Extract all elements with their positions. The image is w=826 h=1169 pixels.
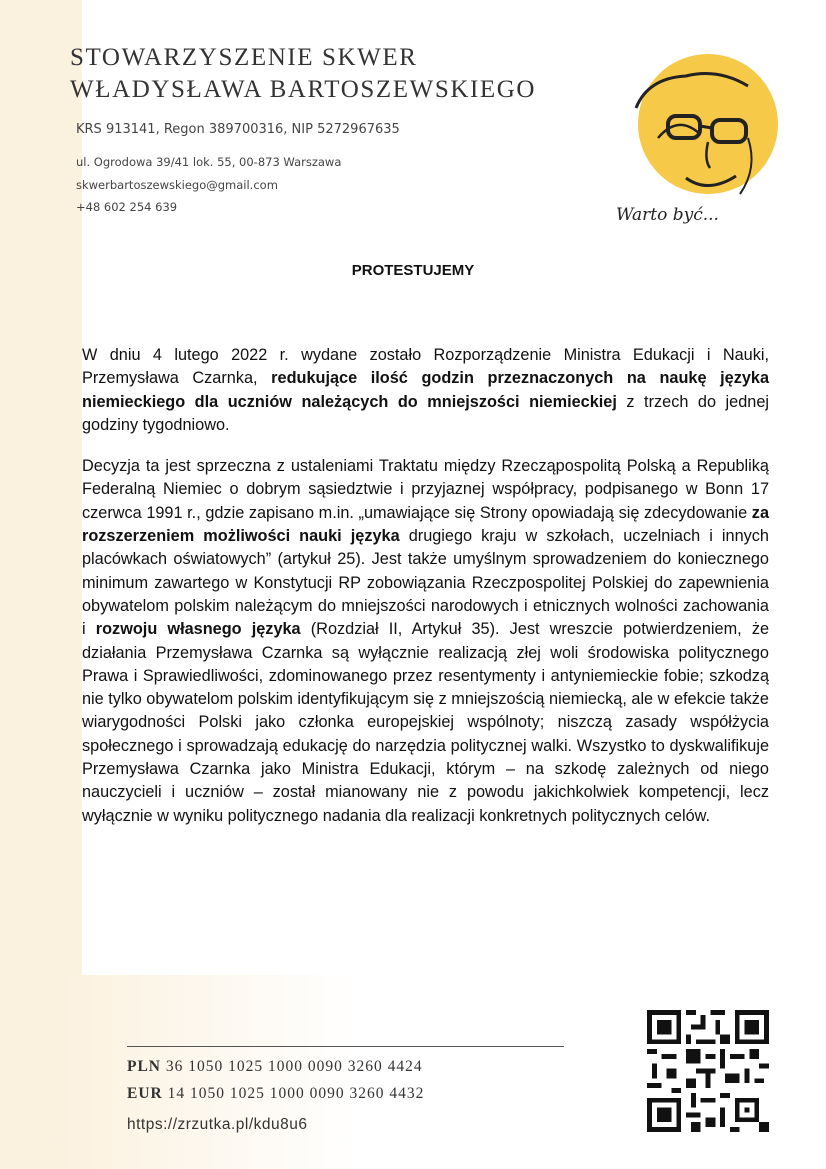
emphasis-text: rozwoju własnego języka (95, 620, 301, 639)
emphasis-text: za rozszerzeniem możliwości nauki języka (82, 503, 769, 546)
org-name (70, 42, 536, 106)
org-name-line1: STOWARZYSZENIE SKWER (70, 44, 418, 71)
bank-account-pln: PLN 36 1050 1025 1000 0090 3260 4424 (127, 1058, 423, 1075)
logo-caption: Warto być... (616, 205, 719, 225)
emphasis-text: redukujące ilość godzin przeznaczonych na naukę języka niemieckiego dla uczniów należących do mniejszości niemieckiej (82, 369, 769, 411)
org-address: ul. Ogrodowa 39/41 lok. 55, 00-873 Warszawa (76, 155, 342, 169)
registry-numbers: KRS 913141, Regon 389700316, NIP 5272967635 (76, 122, 400, 137)
org-phone: +48 602 254 639 (76, 200, 178, 214)
document-title: PROTESTUJEMY (351, 262, 475, 279)
footer-divider (127, 1046, 564, 1047)
paragraph-1: W dniu 4 lutego 2022 r. wydane zostało Rozporządzenie Ministra Edukacji i Nauki, Przemysława Czarnka, redukujące ilość godzin przeznaczonych na naukę języka niemieckiego dla uczniów należących do mniejszości niemieckiej z trzech do jednej godziny tygodniowo. (82, 346, 769, 434)
org-name-line2: WŁADYSŁAWA BARTOSZEWSKIEGO (70, 76, 537, 103)
fundraiser-link[interactable]: https://zrzutka.pl/kdu8u6 (127, 1116, 308, 1133)
paragraph-2: Decyzja ta jest sprzeczna z ustaleniami Traktatu między Rzecząpospolitą Polską a Republiką Federalną Niemiec o dobrym sąsiedztwie i przyjaznej współpracy, podpisanego w Bonn 17 czerwca 1991 r., gdzie zapisano m.in. „umawiające się Strony opowiadają się zdecydowanie za rozszerzeniem możliwości nauki języka drugiego kraju w szkołach, uczelniach i innych placówkach oświatowych” (artykuł 25). Jest także umyślnym sprowadzeniem do koniecznego minimum zawartego w Konstytucji RP zobowiązania Rzeczpospolitej Polskiej do zapewnienia obywatelom polskim należącym do mniejszości narodowych i etnicznych wolności zachowania i rozwoju własnego języka (Rozdział II, Artykuł 35). Jest wreszcie potwierdzeniem, że działania Przemysława Czarnka są wyłącznie realizacją złej woli środowiska politycznego Prawa i Sprawiedliwości, zdominowanego przez resentymenty i antyniemieckie fobie; szkodzą nie tylko obywatelom polskim identyfikującym się z mniejszością niemiecką, ale w efekcie także wiarygodności Polski jako członka europejskiej wspólnoty; niszczą zasady współżycia społecznego i sprowadzają edukację do narzędzia politycznej walki. Wszystko to dyskwalifikuje Przemysława Czarnka jako Ministra Edukacji, którym – na szkodę zależnych od niego nauczycieli i uczniów – został mianowany nie z powodu jakichkolwiek kompetencji, lecz wyłącznie w wyniku politycznego nadania dla realizacji konkretnych politycznych celów. (82, 457, 770, 825)
org-email: skwerbartoszewskiego@gmail.com (76, 178, 278, 192)
caricature-portrait-icon (608, 38, 798, 238)
bank-account-eur: EUR 14 1050 1025 1000 0090 3260 4432 (127, 1085, 425, 1102)
document-body (82, 344, 769, 846)
qr-code-icon (647, 1010, 769, 1132)
